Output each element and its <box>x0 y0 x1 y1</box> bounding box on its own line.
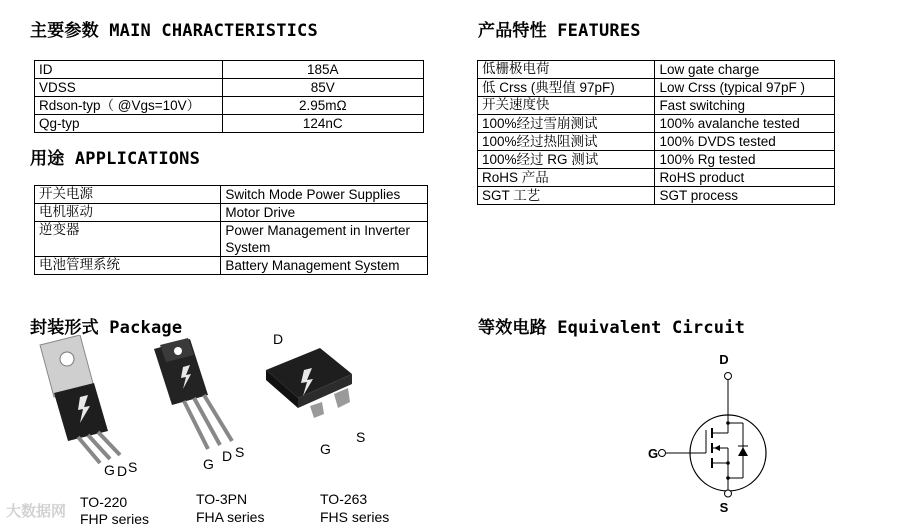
to3pn-series: FHA series <box>196 509 265 525</box>
feature-cn: 100%经过 RG 测试 <box>478 151 655 169</box>
feature-en: 100% avalanche tested <box>655 115 835 133</box>
feature-en: 100% Rg tested <box>655 151 835 169</box>
table-row <box>35 61 424 79</box>
applications-table <box>34 185 428 275</box>
feature-cn: 开关速度快 <box>478 97 655 115</box>
param-name: Rdson-typ（ @Vgs=10V） <box>35 97 223 115</box>
table-row <box>478 187 835 205</box>
package-heading: 封装形式 Package <box>30 318 183 338</box>
table-row <box>35 97 424 115</box>
body-diode <box>738 447 748 456</box>
table-row <box>478 151 835 169</box>
to3pn-pin-s: S <box>235 444 245 460</box>
app-cn: 开关电源 <box>35 186 221 204</box>
to220-name: TO-220 <box>80 494 128 510</box>
feature-cn: RoHS 产品 <box>478 169 655 187</box>
table-row <box>35 257 428 275</box>
circuit-pin-g: G <box>648 446 659 461</box>
app-en: Switch Mode Power Supplies <box>221 186 428 204</box>
app-cn: 逆变器 <box>35 222 221 257</box>
feature-en: Low gate charge <box>655 61 835 79</box>
gate-terminal <box>659 450 666 457</box>
app-en: Power Management in Inverter System <box>221 222 428 257</box>
table-row <box>478 133 835 151</box>
to220-pin-d: D <box>117 463 128 479</box>
watermark: 大数据网 <box>6 503 67 520</box>
table-row <box>478 115 835 133</box>
app-en: Battery Management System <box>221 257 428 275</box>
source-bottom-node <box>726 476 730 480</box>
equivalent-circuit-heading: 等效电路 Equivalent Circuit <box>478 318 746 338</box>
source-terminal <box>725 490 732 497</box>
app-en: Motor Drive <box>221 204 428 222</box>
source-node <box>726 461 730 465</box>
to220-package-image <box>28 335 138 475</box>
features-table <box>477 60 835 205</box>
to3pn-pin-d: D <box>222 448 233 464</box>
feature-en: Low Crss (typical 97pF ) <box>655 79 835 97</box>
table-row <box>478 79 835 97</box>
feature-en: Fast switching <box>655 97 835 115</box>
app-cn: 电池管理系统 <box>35 257 221 275</box>
feature-cn: 100%经过热阻测试 <box>478 133 655 151</box>
table-row <box>35 186 428 204</box>
feature-cn: SGT 工艺 <box>478 187 655 205</box>
param-name: VDSS <box>35 79 223 97</box>
to220-pin-g: G <box>104 462 115 478</box>
param-value: 185A <box>222 61 423 79</box>
to263-pin-s: S <box>356 429 366 445</box>
to220-series: FHP series <box>80 511 149 527</box>
to263-name: TO-263 <box>320 491 368 507</box>
param-value: 2.95mΩ <box>222 97 423 115</box>
feature-cn: 低栅极电荷 <box>478 61 655 79</box>
to263-package-image <box>260 340 360 430</box>
drain-terminal <box>725 373 732 380</box>
applications-heading: 用途 APPLICATIONS <box>30 149 201 169</box>
feature-cn: 低 Crss (典型值 97pF) <box>478 79 655 97</box>
to263-series: FHS series <box>320 509 390 525</box>
to263-pin-g: G <box>320 441 331 457</box>
to3pn-pin-g: G <box>203 456 214 472</box>
param-name: Qg-typ <box>35 115 223 133</box>
table-row <box>35 222 428 257</box>
feature-en: RoHS product <box>655 169 835 187</box>
mosfet-equivalent-circuit <box>640 350 780 515</box>
circuit-pin-s: S <box>719 500 729 515</box>
to3pn-name: TO-3PN <box>196 491 248 507</box>
app-cn: 电机驱动 <box>35 204 221 222</box>
main-characteristics-heading: 主要参数 MAIN CHARACTERISTICS <box>30 21 318 41</box>
to220-pin-s: S <box>128 459 138 475</box>
features-heading: 产品特性 FEATURES <box>478 21 641 41</box>
table-row <box>478 169 835 187</box>
circuit-pin-d: D <box>719 352 729 367</box>
feature-en: SGT process <box>655 187 835 205</box>
table-row <box>478 61 835 79</box>
feature-en: 100% DVDS tested <box>655 133 835 151</box>
param-value: 124nC <box>222 115 423 133</box>
table-row <box>35 115 424 133</box>
param-name: ID <box>35 61 223 79</box>
feature-cn: 100%经过雪崩测试 <box>478 115 655 133</box>
to263-pin-d: D <box>273 331 284 347</box>
table-row <box>35 204 428 222</box>
table-row <box>35 79 424 97</box>
param-value: 85V <box>222 79 423 97</box>
table-row <box>478 97 835 115</box>
body-arrow <box>714 445 720 451</box>
main-characteristics-table <box>34 60 424 133</box>
